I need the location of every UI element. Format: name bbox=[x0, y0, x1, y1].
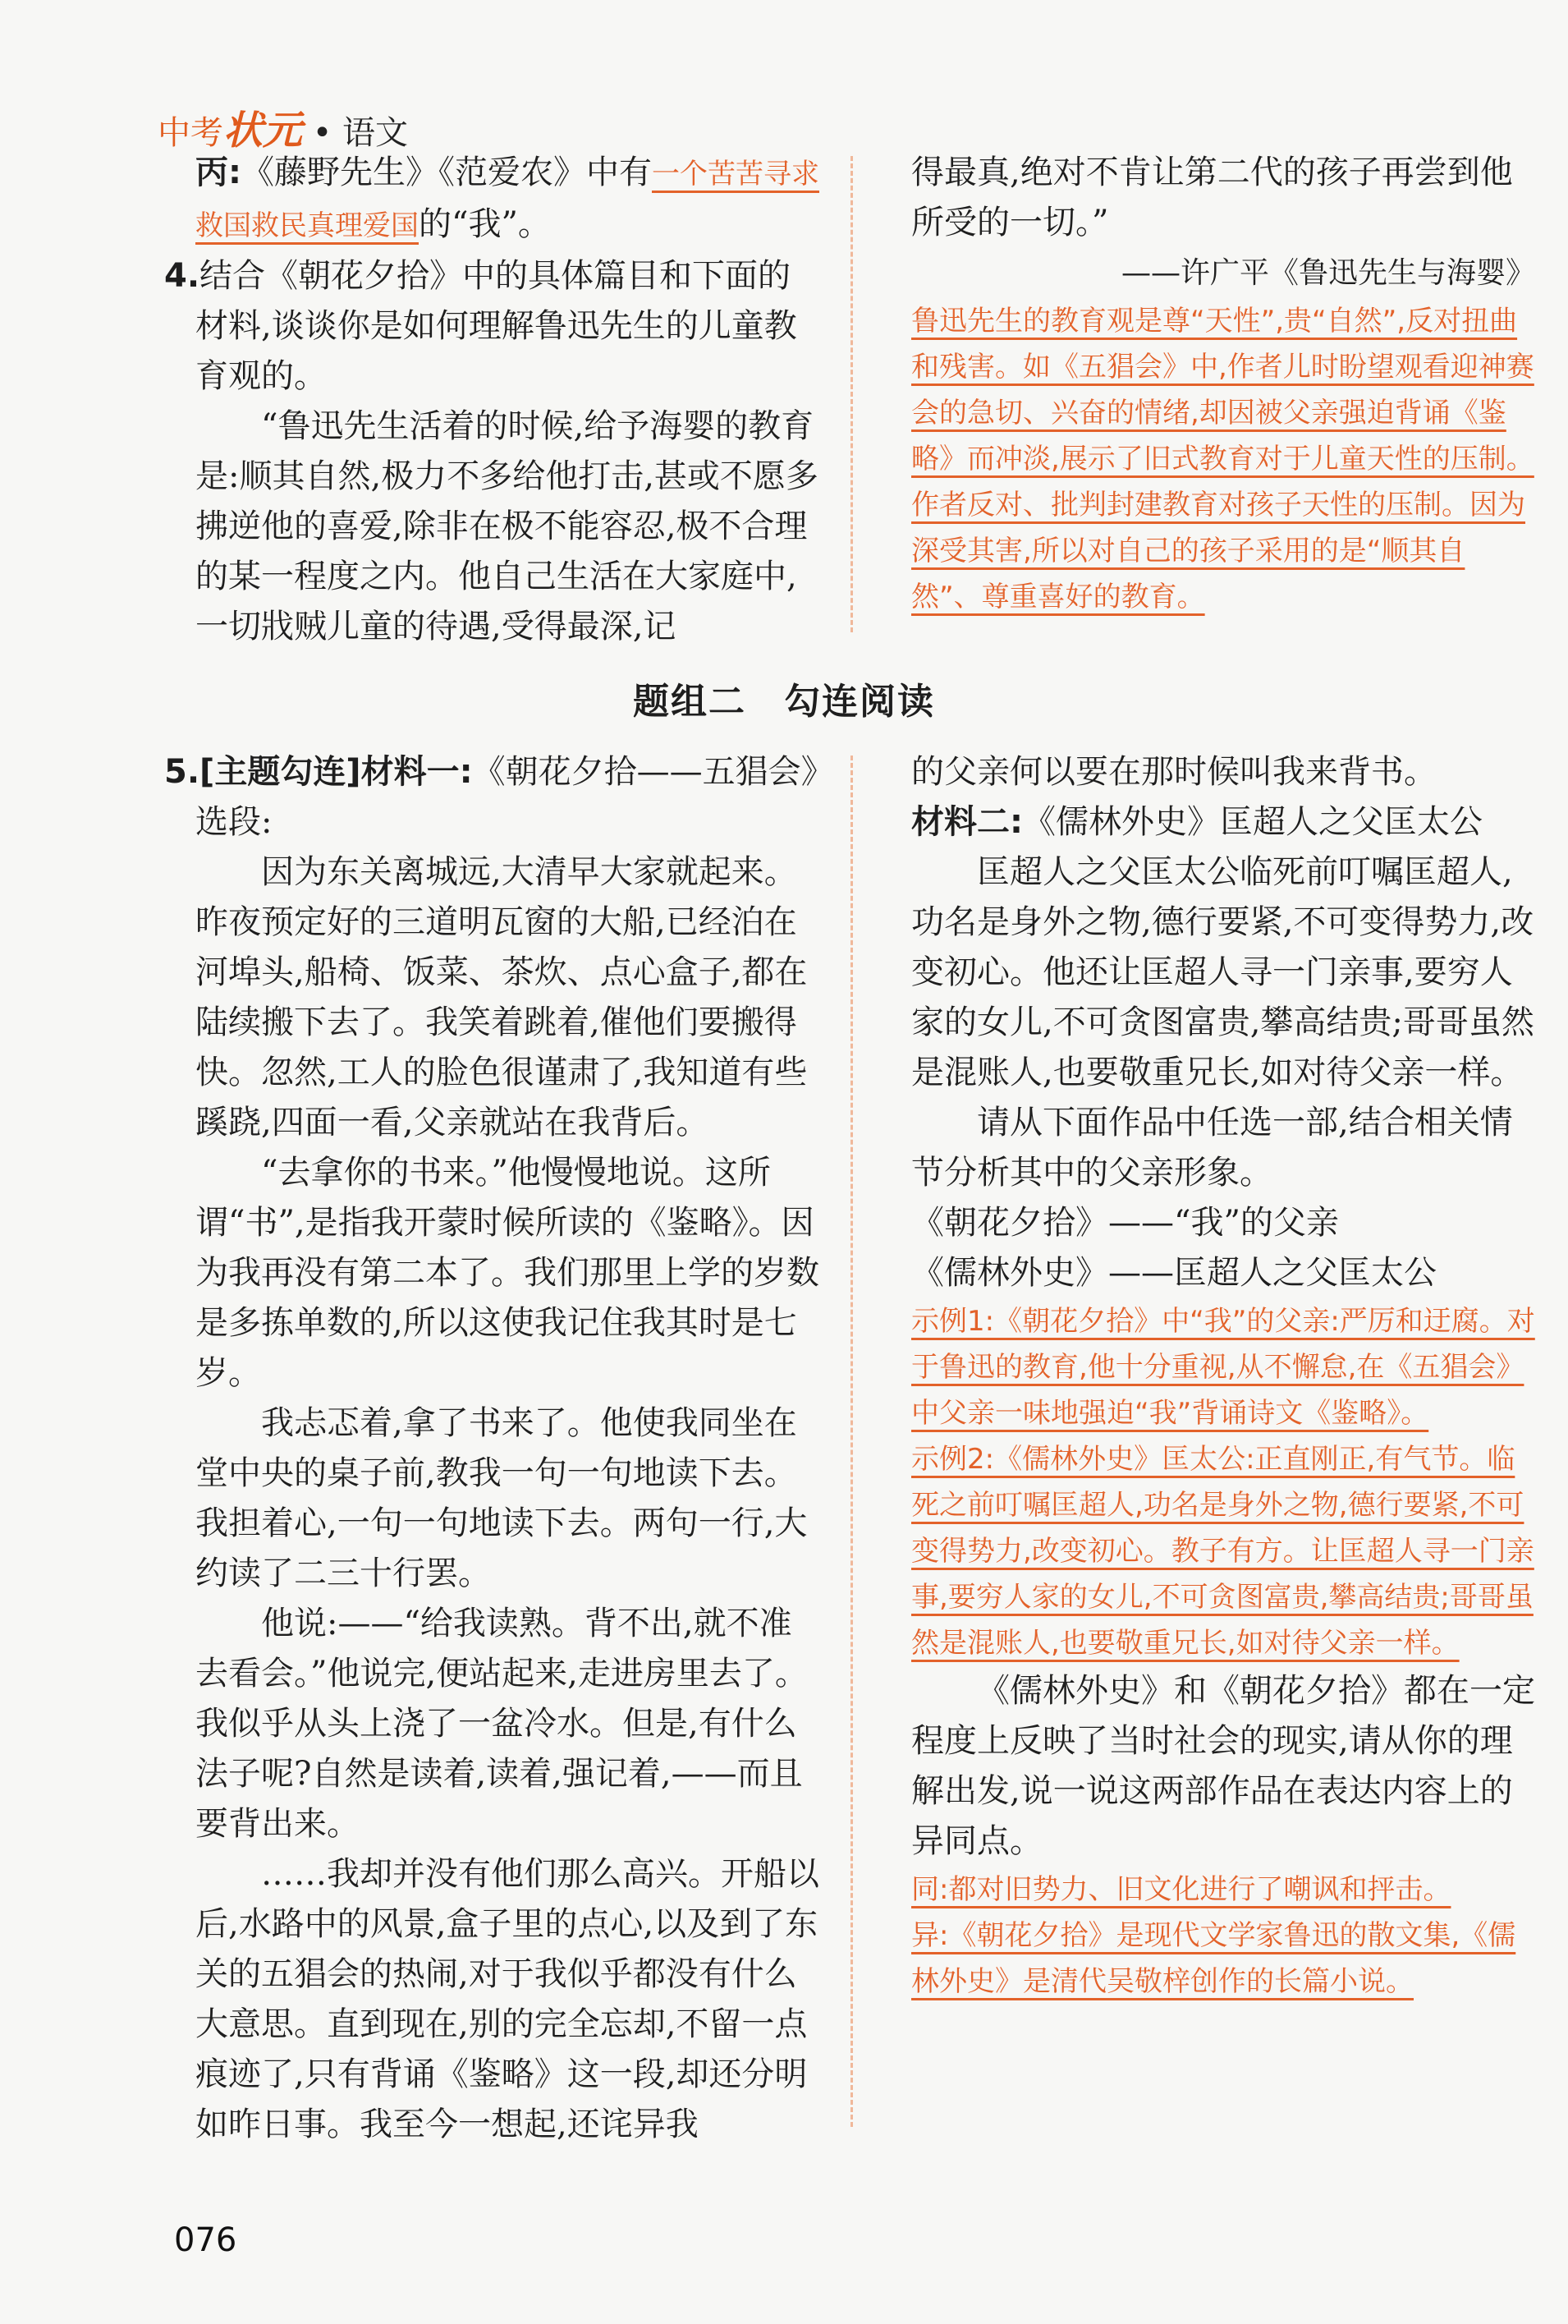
quote-continuation: 得最真,绝对不肯让第二代的孩子再尝到他所受的一切。” bbox=[911, 154, 1513, 241]
excerpt-paragraph: ……我却并没有他们那么高兴。开船以后,水路中的风景,盒子里的点心,以及到了东关的五猖会的热闹,对于我似乎都没有什么大意思。直到现在,别的完全忘却,不留一点痕迹了,只有背诵《鉴略》这一段,却还分明如昨日事。我至今一想起,还诧异我 bbox=[195, 1855, 819, 2143]
answer-example-2-text: 示例2:《儒林外史》匡太公:正直刚正,有气节。临死之前叮嘱匡超人,功名是身外之物,德行要紧,不可变得势力,改变初心。教子有方。让匡超人寻一门亲事,要穷人家的女儿,不可贪图富贵,攀高结贵;哥哥虽然是混账人,也要敬重兄长,如对待父亲一样。 bbox=[911, 1443, 1534, 1660]
material-2-head bbox=[911, 797, 1535, 847]
excerpt-continuation: 的父亲何以要在那时候叫我来背书。 bbox=[911, 753, 1437, 791]
bing-end: 的“我”。 bbox=[419, 205, 551, 243]
answer-diff-text: 异:《朝花夕拾》是现代文学家鲁迅的散文集,《儒林外史》是清代吴敬梓创作的长篇小说。 bbox=[911, 1919, 1516, 1998]
excerpt-paragraph: 因为东关离城远,大清早大家就起来。昨夜预定好的三道明瓦窗的大船,已经泊在河埠头,船椅、饭菜、茶炊、点心盒子,都在陆续搬下去了。我笑着跳着,催他们要搬得快。忽然,工人的脸色很谨肃了,我知道有些蹊跷,四面一看,父亲就站在我背后。 bbox=[195, 853, 808, 1141]
question-5-number: 5. bbox=[164, 753, 200, 791]
column-divider-bottom bbox=[850, 756, 853, 2127]
answer-same-text: 同:都对旧势力、旧文化进行了嘲讽和抨击。 bbox=[911, 1873, 1451, 1906]
option-2: 《儒林外史》——匡超人之父匡太公 bbox=[911, 1254, 1437, 1292]
answer-diff bbox=[911, 1913, 1535, 2005]
question-5-ask-2: 《儒林外史》和《朝花夕拾》都在一定程度上反映了当时社会的现实,请从你的理解出发,说一说这两部作品在表达内容上的异同点。 bbox=[911, 1672, 1535, 1860]
question-5-tag: [主题勾连] bbox=[199, 753, 361, 791]
page-header bbox=[158, 99, 408, 155]
material-2-text: 匡超人之父匡太公临死前叮嘱匡超人,功名是身外之物,德行要紧,不可变得势力,改变初心。他还让匡超人寻一门亲事,要穷人家的女儿,不可贪图富贵,攀高结贵;哥哥虽然是混账人,也要敬重兄长,如对待父亲一样。 bbox=[911, 853, 1534, 1091]
page-number: 076 bbox=[174, 2221, 237, 2259]
material-1-label: 材料一: bbox=[360, 753, 473, 791]
top-left-column bbox=[164, 148, 819, 652]
question-4-answer bbox=[911, 298, 1535, 620]
column-divider-top bbox=[850, 156, 853, 632]
brand-prefix: 中考 bbox=[158, 114, 223, 152]
material-1-title: 《朝花夕拾——五猖会》选段: bbox=[195, 753, 818, 841]
subject-label: 语文 bbox=[342, 114, 409, 152]
bottom-left-column bbox=[164, 747, 819, 2150]
option-1: 《朝花夕拾》——“我”的父亲 bbox=[911, 1204, 1339, 1242]
bottom-right-column bbox=[911, 747, 1535, 2005]
section-title: 题组二 勾连阅读 bbox=[633, 681, 935, 723]
top-right-column bbox=[911, 148, 1535, 620]
question-4-number: 4. bbox=[164, 257, 200, 295]
question-4 bbox=[164, 251, 819, 402]
bing-text: 《藤野先生》《范爱农》中有 bbox=[241, 154, 652, 191]
bing-answer-fill: 一个苦苦寻求救国救民真理爱国 bbox=[195, 158, 819, 242]
answer-same bbox=[911, 1867, 1535, 1913]
question-5-ask-1: 请从下面作品中任选一部,结合相关情节分析其中的父亲形象。 bbox=[911, 1104, 1513, 1192]
header-separator: • bbox=[302, 114, 343, 152]
excerpt-paragraph: 他说:——“给我读熟。背不出,就不准去看会。”他说完,便站起来,走进房里去了。我似乎从头上浇了一盆冷水。但是,有什么法子呢?自然是读着,读着,强记着,——而且要背出来。 bbox=[195, 1605, 808, 1843]
excerpt-paragraph: “去拿你的书来。”他慢慢地说。这所谓“书”,是指我开蒙时候所读的《鉴略》。因为我再没有第二本了。我们那里上学的岁数是多拣单数的,所以这使我记住我其时是七岁。 bbox=[195, 1154, 819, 1392]
question-5-head bbox=[164, 747, 819, 847]
item-bing bbox=[195, 148, 819, 251]
quote-source: ——许广平《鲁迅先生与海婴》 bbox=[1121, 256, 1535, 290]
answer-example-1-text: 示例1:《朝花夕拾》中“我”的父亲:严厉和迂腐。对于鲁迅的教育,他十分重视,从不懈怠,在《五猖会》中父亲一味地强迫“我”背诵诗文《鉴略》。 bbox=[911, 1305, 1535, 1430]
material-2-title: 《儒林外史》匡超人之父匡太公 bbox=[1023, 803, 1483, 841]
bing-label: 丙: bbox=[195, 154, 241, 191]
material-2-label: 材料二: bbox=[911, 803, 1023, 841]
question-4-text: 结合《朝花夕拾》中的具体篇目和下面的材料,谈谈你是如何理解鲁迅先生的儿童教育观的。 bbox=[195, 257, 797, 395]
question-4-quote: “鲁迅先生活着的时候,给予海婴的教育是:顺其自然,极力不多给他打击,甚或不愿多拂逆他的喜爱,除非在极不能容忍,极不合理的某一程度之内。他自己生活在大家庭中,一切戕贼儿童的待遇,受得最深,记 bbox=[195, 407, 818, 645]
answer-example-1 bbox=[911, 1298, 1535, 1436]
brand-logo: 状元 bbox=[223, 108, 303, 154]
question-4-answer-text: 鲁迅先生的教育观是尊“天性”,贵“自然”,反对扭曲和残害。如《五猖会》中,作者儿时盼望观看迎神赛会的急切、兴奋的情绪,却因被父亲强迫背诵《鉴略》而冲淡,展示了旧式教育对于儿童天性的压制。作者反对、批判封建教育对孩子天性的压制。因为深受其害,所以对自己的孩子采用的是“顺其自然”、尊重喜好的教育。 bbox=[911, 305, 1534, 613]
answer-example-2 bbox=[911, 1436, 1535, 1666]
excerpt-paragraph: 我忐忑着,拿了书来了。他使我同坐在堂中央的桌子前,教我一句一句地读下去。我担着心,一句一句地读下去。两句一行,大约读了二三十行罢。 bbox=[195, 1404, 808, 1592]
